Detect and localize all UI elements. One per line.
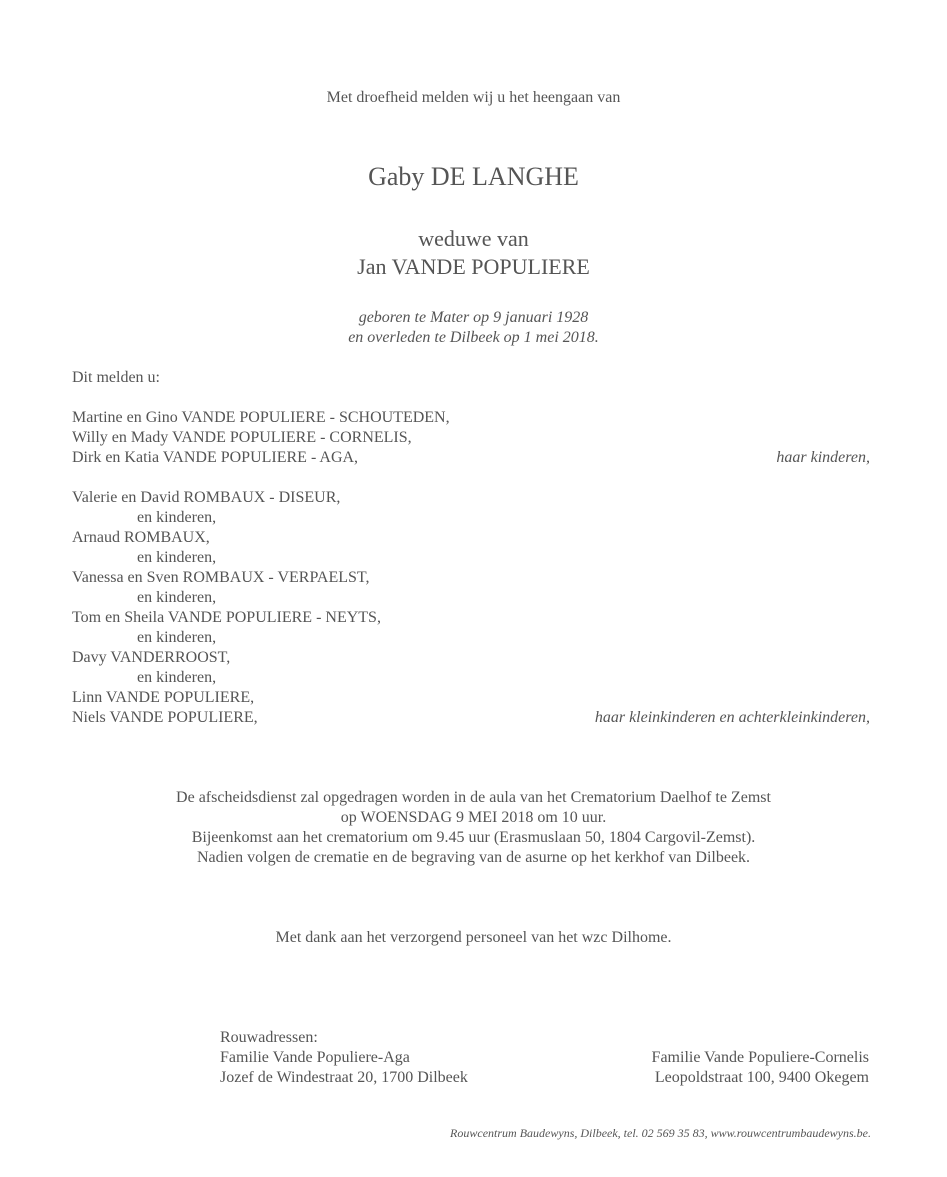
deceased-name: Gaby DE LANGHE: [368, 162, 579, 191]
great-grandchildren-entry: en kinderen,: [137, 589, 217, 606]
grandchildren-label: haar kleinkinderen en achterkleinkinderen,: [594, 709, 870, 726]
address-left: [220, 1028, 468, 1088]
grandchild-entry: Arnaud ROMBAUX,: [72, 529, 210, 546]
great-grandchildren-entry: en kinderen,: [137, 669, 217, 686]
address-right: [652, 1048, 869, 1088]
thanks-text: Met dank aan het verzorgend personeel van het wzc Dilhome.: [275, 929, 672, 946]
service-line: Bijeenkomst aan het crematorium om 9.45 uur (Erasmuslaan 50, 1804 Cargovil-Zemst).: [191, 829, 756, 846]
grandchild-entry: Vanessa en Sven ROMBAUX - VERPAELST,: [72, 569, 370, 586]
children-list: [72, 408, 450, 468]
addresses-title: Rouwadressen:: [220, 1029, 318, 1046]
great-grandchildren-entry: en kinderen,: [137, 549, 217, 566]
birth-line: geboren te Mater op 9 januari 1928: [358, 309, 589, 326]
service-line: Nadien volgen de crematie en de begraving van de asurne op het kerkhof van Dilbeek.: [196, 849, 751, 866]
great-grandchildren-entry: en kinderen,: [137, 509, 217, 526]
address-street: Leopoldstraat 100, 9400 Okegem: [654, 1069, 869, 1086]
announced-by-label: Dit melden u:: [72, 369, 160, 386]
great-grandchildren-entry: en kinderen,: [137, 629, 217, 646]
service-line: op WOENSDAG 9 MEI 2018 om 10 uur.: [340, 809, 607, 826]
funeral-home-footer: Rouwcentrum Baudewyns, Dilbeek, tel. 02 569 35 83, www.rouwcentrumbaudewyns.be.: [450, 1126, 871, 1140]
widow-of-label: weduwe van: [418, 226, 529, 251]
address-street: Jozef de Windestraat 20, 1700 Dilbeek: [220, 1069, 468, 1086]
service-line: De afscheidsdienst zal opgedragen worden in de aula van het Crematorium Daelhof te Zemst: [176, 789, 771, 806]
child-entry: Dirk en Katia VANDE POPULIERE - AGA,: [72, 449, 359, 466]
children-label: haar kinderen,: [776, 449, 870, 466]
address-family: Familie Vande Populiere-Aga: [220, 1049, 410, 1066]
spouse-name: Jan VANDE POPULIERE: [357, 254, 590, 279]
service-info: [0, 788, 947, 868]
grandchild-entry: Niels VANDE POPULIERE,: [72, 709, 258, 726]
intro-text: Met droefheid melden wij u het heengaan van: [326, 89, 621, 106]
grandchild-entry: Davy VANDERROOST,: [72, 649, 231, 666]
grandchildren-list: [72, 488, 381, 728]
grandchild-entry: Valerie en David ROMBAUX - DISEUR,: [72, 489, 341, 506]
child-entry: Martine en Gino VANDE POPULIERE - SCHOUTEDEN,: [72, 409, 450, 426]
death-line: en overleden te Dilbeek op 1 mei 2018.: [348, 329, 599, 346]
address-family: Familie Vande Populiere-Cornelis: [651, 1049, 869, 1066]
grandchild-entry: Linn VANDE POPULIERE,: [72, 689, 255, 706]
child-entry: Willy en Mady VANDE POPULIERE - CORNELIS,: [72, 429, 412, 446]
grandchild-entry: Tom en Sheila VANDE POPULIERE - NEYTS,: [72, 609, 381, 626]
